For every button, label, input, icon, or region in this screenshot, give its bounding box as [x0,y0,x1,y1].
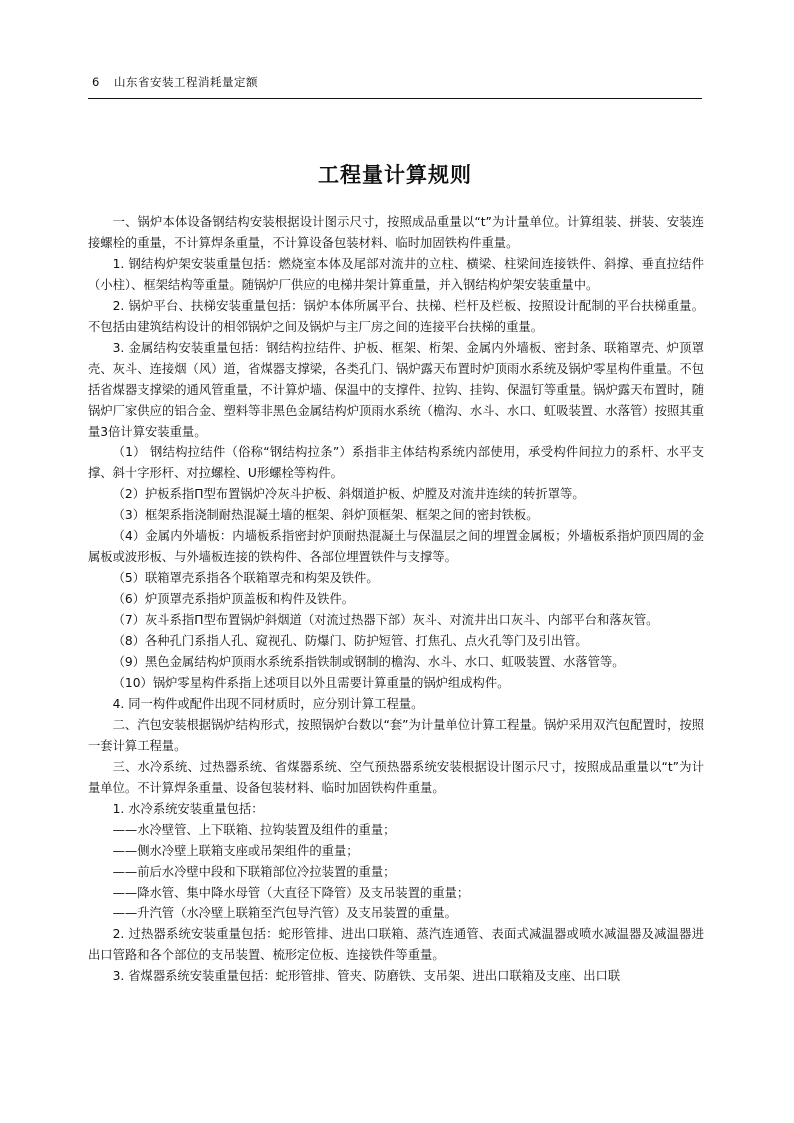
paragraph: （2）护板系指Π型布置锅炉冷灰斗护板、斜烟道护板、炉膛及对流井连续的转折罩等。 [112,487,585,502]
list-item: ——升汽管（水冷壁上联箱至汽包导汽管）及支吊装置的重量。 [112,906,457,921]
paragraph: 3. 金属结构安装重量包括：钢结构拉结件、护板、框架、桁架、金属内外墙板、密封条、联箱罩壳、炉顶罩壳、灰斗、连接烟（风）道，省煤器支撑梁，各类孔门、锅炉露天布置时炉顶雨水系统及锅炉零星构件重量。不包括省煤器支撑梁的通风管重量，不计算炉墙、保温中的支撑件、拉钩、挂钩、保温钉等重量。锅炉露天布置时，随锅炉厂家供应的铝合金、塑料等非黑色金属结构炉顶雨水系统（檐沟、水斗、水口、虹吸装置、水落管）按照其重量3倍计算安装重量。 [88,340,704,439]
paragraph: 3. 省煤器系统安装重量包括：蛇形管排、管夹、防磨铁、支吊架、进出口联箱及支座、出口联 [112,969,621,984]
paragraph: 一、锅炉本体设备钢结构安装根据设计图示尺寸，按照成品重量以“t”为计量单位。计算组装、拼装、安装连接螺栓的重量，不计算焊条重量，不计算设备包装材料、临时加固铁构件重量。 [88,215,704,250]
list-item: ——降水管、集中降水母管（大直径下降管）及支吊装置的重量； [112,885,470,900]
paragraph: 4. 同一构件或配件出现不同材质时，应分别计算工程量。 [112,696,424,711]
book-title: 山东省安装工程消耗量定额 [114,75,258,89]
paragraph: 2. 过热器系统安装重量包括：蛇形管排、进出口联箱、蒸汽连通管、表面式减温器或喷水减温器及减温器进出口管路和各个部位的支吊装置、梳形定位板、连接铁件等重量。 [88,927,704,963]
list-item: ——侧水冷壁上联箱支座或吊架组件的重量； [112,843,359,858]
paragraph: 2. 锅炉平台、扶梯安装重量包括：锅炉本体所属平台、扶梯、栏杆及栏板、按照设计配制的平台扶梯重量。不包括由建筑结构设计的相邻锅炉之间及锅炉与主厂房之间的连接平台扶梯的重量。 [88,298,704,334]
paragraph: （4）金属内外墙板：内墙板系指密封炉顶耐热混凝土与保温层之间的埋置金属板；外墙板系指炉顶四周的金属板或波形板、与外墙板连接的铁构件、各部位埋置铁件与支撑等。 [88,529,704,565]
paragraph: （3）框架系指浇制耐热混凝土墙的框架、斜炉顶框架、框架之间的密封铁板。 [112,508,539,523]
paragraph: 三、水冷系统、过热器系统、省煤器系统、空气预热器系统安装根据设计图示尺寸，按照成品重量以“t”为计量单位。不计算焊条重量、设备包装材料、临时加固铁构件重量。 [88,759,704,795]
header-divider [88,98,702,99]
section-title: 工程量计算规则 [318,163,472,187]
paragraph: 二、汽包安装根据锅炉结构形式，按照锅炉台数以“套”为计量单位计算工程量。锅炉采用双汽包配置时，按照一套计算工程量。 [88,717,704,753]
list-item: ——前后水冷壁中段和下联箱部位冷拉装置的重量； [112,864,396,879]
paragraph: 1. 水冷系统安装重量包括： [112,801,264,816]
body-text [88,212,704,987]
paragraph: （6）炉顶罩壳系指炉顶盖板和构件及铁件。 [112,592,355,607]
paragraph: （8）各种孔门系指人孔、窥视孔、防爆门、防护短管、打焦孔、点火孔等门及引出管。 [112,634,588,649]
paragraph: （5）联箱罩壳系指各个联箱罩壳和构架及铁件。 [112,571,379,586]
paragraph: （7）灰斗系指Π型布置锅炉斜烟道（对流过热器下部）灰斗、对流井出口灰斗、内部平台和落灰管。 [112,613,659,628]
paragraph: （1） 钢结构拉结件（俗称“钢结构拉条”）系指非主体结构系统内部使用，承受构件间拉力的系杆、水平支撑、斜十字形杆、对拉螺栓、U形螺栓等构件。 [88,445,704,481]
list-item: ——水冷壁管、上下联箱、拉钩装置及组件的重量； [112,822,396,837]
paragraph: （10）锅炉零星构件系指上述项目以外且需要计算重量的锅炉组成构件。 [112,675,510,690]
paragraph: （9）黑色金属结构炉顶雨水系统系指铁制或钢制的檐沟、水斗、水口、虹吸装置、水落管等。 [112,655,625,670]
page-number: 6 [92,75,100,89]
running-header [92,73,702,95]
paragraph: 1. 钢结构炉架安装重量包括：燃烧室本体及尾部对流井的立柱、横梁、柱梁间连接铁件、斜撑、垂直拉结件（小柱）、框架结构等重量。随锅炉厂供应的电梯井架计算重量，并入钢结构炉架安装重量中。 [88,256,704,292]
